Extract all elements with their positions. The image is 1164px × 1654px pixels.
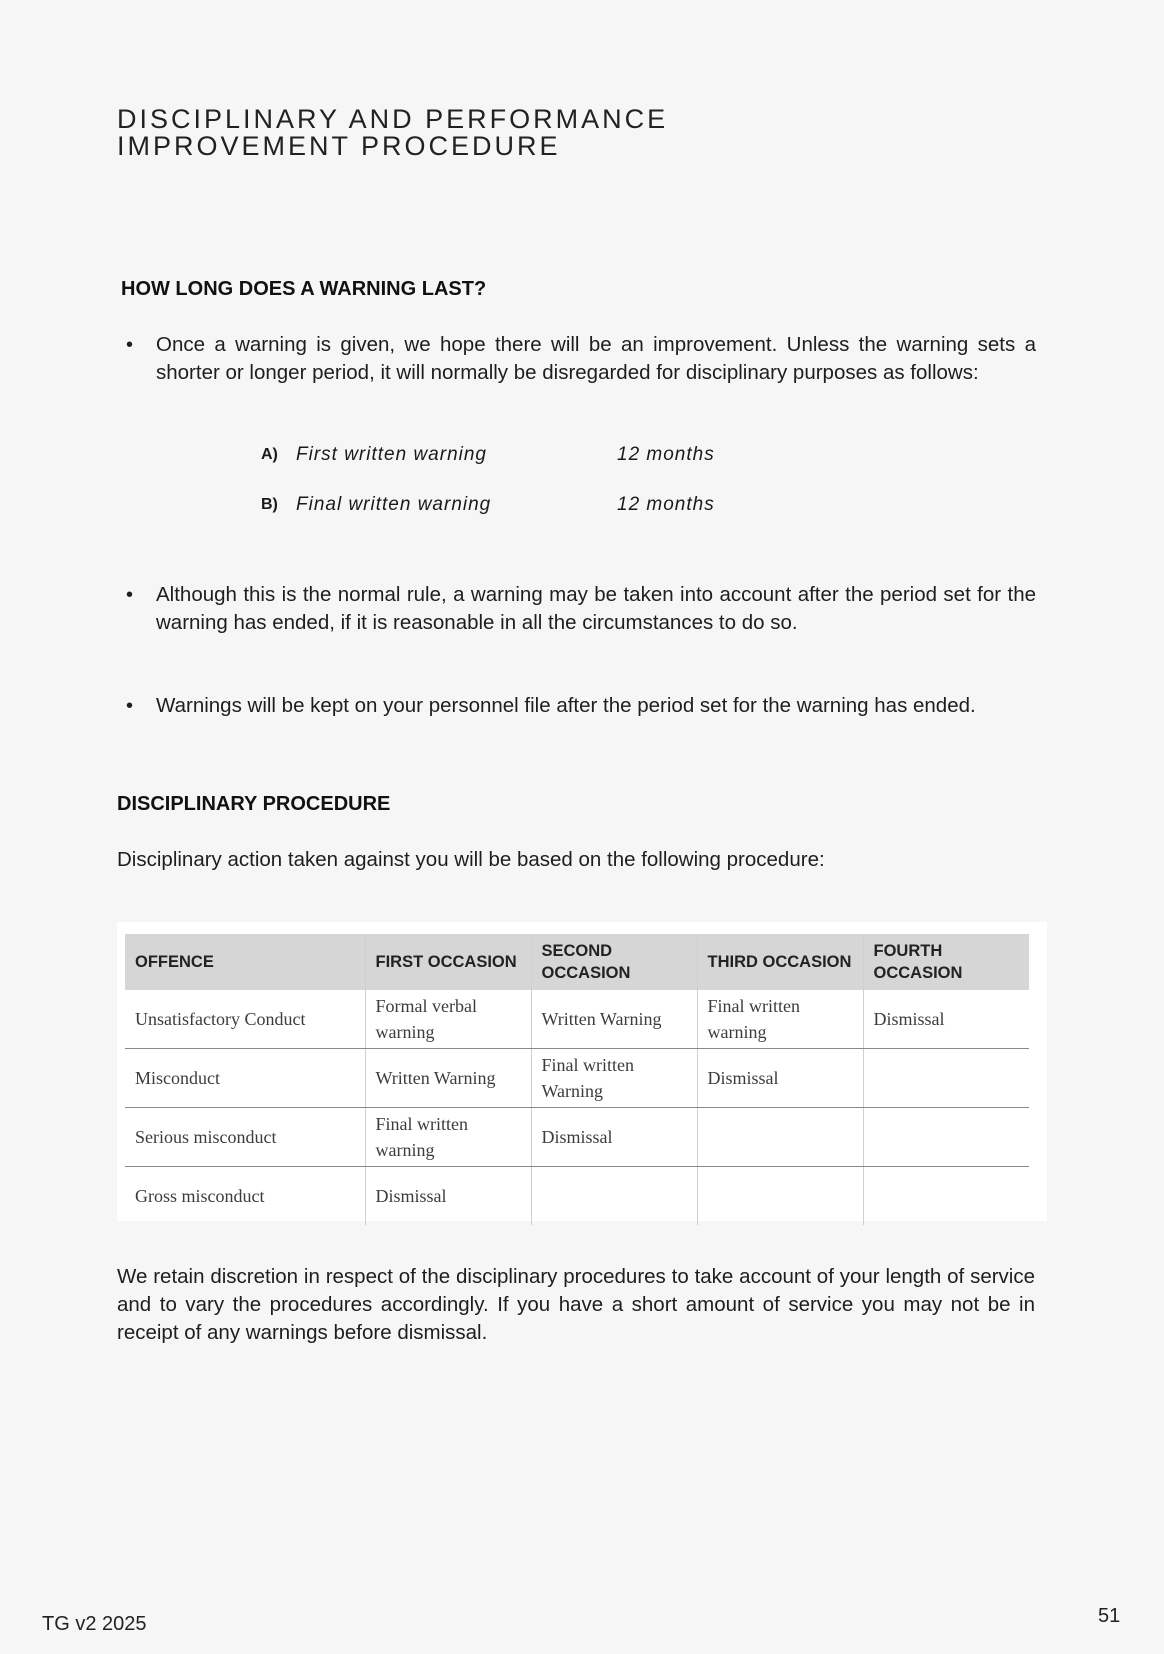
table-cell: Gross misconduct: [125, 1167, 365, 1226]
warning-period-row: [261, 494, 861, 524]
column-header: THIRD OCCASION: [697, 934, 863, 990]
table-row: [125, 1049, 1029, 1108]
table-cell: [863, 1108, 1029, 1167]
table-cell: Formal verbal warning: [365, 990, 531, 1049]
table-cell: [863, 1167, 1029, 1226]
warning-type: Final written warning: [296, 494, 492, 515]
warning-letter: B): [261, 496, 278, 513]
table-cell: Dismissal: [365, 1167, 531, 1226]
procedure-table-image: [117, 922, 1047, 1221]
bullet-warning-after-period: • Although this is the normal rule, a warning may be taken into account after the period set for the warning has ended, if it is reasonable in all the circumstances to do so.: [126, 581, 1036, 637]
column-header: SECOND OCCASION: [531, 934, 697, 990]
column-header: FIRST OCCASION: [365, 934, 531, 990]
table-cell: [863, 1049, 1029, 1108]
warning-period: 12 months: [617, 444, 715, 465]
table-cell: Final written Warning: [531, 1049, 697, 1108]
table-cell: Serious misconduct: [125, 1108, 365, 1167]
table-header-row: [125, 934, 1029, 990]
procedure-intro-text: Disciplinary action taken against you will be based on the following procedure:: [117, 848, 825, 871]
bullet-list: [126, 331, 1036, 387]
page-title-line-1: DISCIPLINARY AND PERFORMANCE: [117, 104, 669, 135]
table-cell: [697, 1108, 863, 1167]
warning-period-row: [261, 444, 861, 474]
table-cell: Written Warning: [531, 990, 697, 1049]
table-cell: Dismissal: [697, 1049, 863, 1108]
table-row: [125, 1167, 1029, 1226]
page-number: 51: [1098, 1605, 1121, 1627]
document-version: TG v2 2025: [42, 1613, 147, 1635]
procedure-table: [125, 934, 1029, 1225]
column-header: FOURTH OCCASION: [863, 934, 1029, 990]
bullet-list: [126, 581, 1036, 637]
table-cell: Final written warning: [697, 990, 863, 1049]
warning-type: First written warning: [296, 444, 487, 465]
bullet-personnel-file: • Warnings will be kept on your personnel file after the period set for the warning has ended.: [126, 692, 1036, 720]
discretion-paragraph: We retain discretion in respect of the disciplinary procedures to take account of your length of service and to vary the procedures accordingly. If you have a short amount of service you may not be in receipt of any warnings before dismissal.: [117, 1265, 1035, 1344]
warning-letter: A): [261, 446, 278, 463]
table-cell: Dismissal: [531, 1108, 697, 1167]
page-title-line-2: IMPROVEMENT PROCEDURE: [117, 131, 561, 162]
page-title: [117, 106, 817, 160]
warning-period: 12 months: [617, 494, 715, 515]
table-cell: Final written warning: [365, 1108, 531, 1167]
table-cell: Dismissal: [863, 990, 1029, 1049]
table-cell: Unsatisfactory Conduct: [125, 990, 365, 1049]
column-header: OFFENCE: [125, 934, 365, 990]
table-row: [125, 1108, 1029, 1167]
table-cell: Written Warning: [365, 1049, 531, 1108]
table-cell: [531, 1167, 697, 1226]
disciplinary-procedure-heading: DISCIPLINARY PROCEDURE: [117, 793, 391, 815]
table-cell: Misconduct: [125, 1049, 365, 1108]
table-cell: [697, 1167, 863, 1226]
bullet-list: [126, 692, 1036, 720]
table-row: [125, 990, 1029, 1049]
bullet-warning-disregard: • Once a warning is given, we hope there will be an improvement. Unless the warning sets a shorter or longer period, it will normally be disregarded for disciplinary purposes as follows:: [126, 331, 1036, 387]
warning-duration-heading: HOW LONG DOES A WARNING LAST?: [121, 278, 487, 300]
